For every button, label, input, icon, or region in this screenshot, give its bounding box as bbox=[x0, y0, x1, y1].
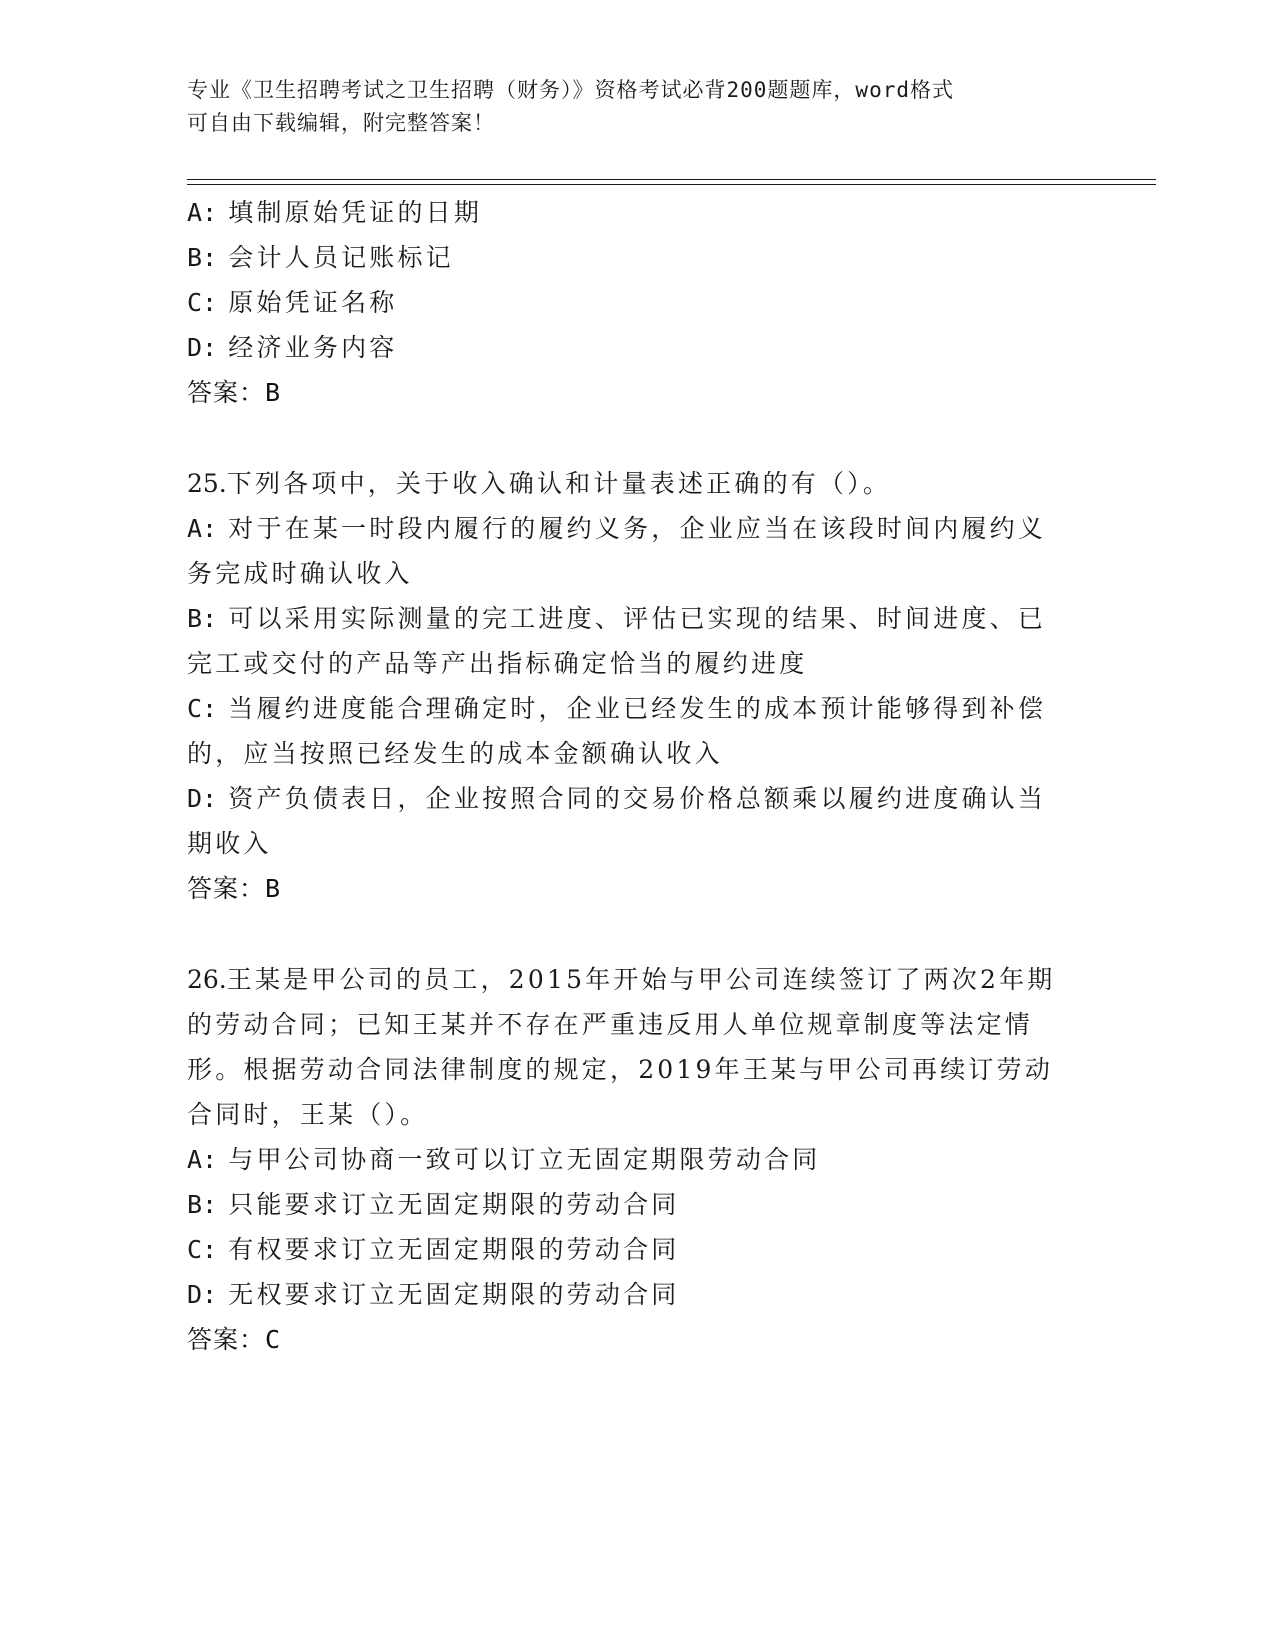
option-a: A: 与甲公司协商一致可以订立无固定期限劳动合同 bbox=[187, 1145, 821, 1174]
option-a: A: 对于在某一时段内履行的履约义务，企业应当在该段时间内履约义 务完成时确认收入 bbox=[187, 514, 1047, 588]
option-d: D: 经济业务内容 bbox=[187, 333, 398, 362]
option-b: B: 可以采用实际测量的完工进度、评估已实现的结果、时间进度、已 完工或交付的产品等产出指标确定恰当的履约进度 bbox=[187, 604, 1047, 678]
answer-line: 答案：B bbox=[187, 378, 282, 407]
option-b: B: 只能要求订立无固定期限的劳动合同 bbox=[187, 1190, 680, 1219]
header-divider-top bbox=[187, 179, 1156, 180]
question-stem: 25.下列各项中，关于收入确认和计量表述正确的有（）。 bbox=[187, 469, 892, 498]
question-block bbox=[187, 461, 1087, 911]
option-d: D: 无权要求订立无固定期限的劳动合同 bbox=[187, 1280, 680, 1309]
option-c: C: 原始凭证名称 bbox=[187, 288, 398, 317]
option-b: B: 会计人员记账标记 bbox=[187, 243, 454, 272]
question-block bbox=[187, 957, 1087, 1362]
header-divider-bottom bbox=[187, 184, 1156, 185]
option-c: C: 当履约进度能合理确定时，企业已经发生的成本预计能够得到补偿 的，应当按照已经发生的成本金额确认收入 bbox=[187, 694, 1047, 768]
option-a: A: 填制原始凭证的日期 bbox=[187, 198, 483, 227]
question-stem: 26.王某是甲公司的员工，2015年开始与甲公司连续签订了两次2年期 的劳动合同；已知王某并不存在严重违反用人单位规章制度等法定情 形。根据劳动合同法律制度的规定，2019年王某与甲公司再续订劳动 合同时，王某（）。 bbox=[187, 965, 1056, 1129]
answer-line: 答案：B bbox=[187, 874, 282, 903]
document-header bbox=[187, 74, 1087, 140]
option-c: C: 有权要求订立无固定期限的劳动合同 bbox=[187, 1235, 680, 1264]
header-line-2: 可自由下载编辑，附完整答案！ bbox=[187, 111, 495, 135]
option-d: D: 资产负债表日，企业按照合同的交易价格总额乘以履约进度确认当 期收入 bbox=[187, 784, 1047, 858]
question-block bbox=[187, 190, 1087, 415]
header-line-1: 专业《卫生招聘考试之卫生招聘（财务）》资格考试必背200题题库，word格式 bbox=[187, 78, 954, 102]
question-list bbox=[187, 190, 1087, 1362]
answer-line: 答案：C bbox=[187, 1325, 282, 1354]
